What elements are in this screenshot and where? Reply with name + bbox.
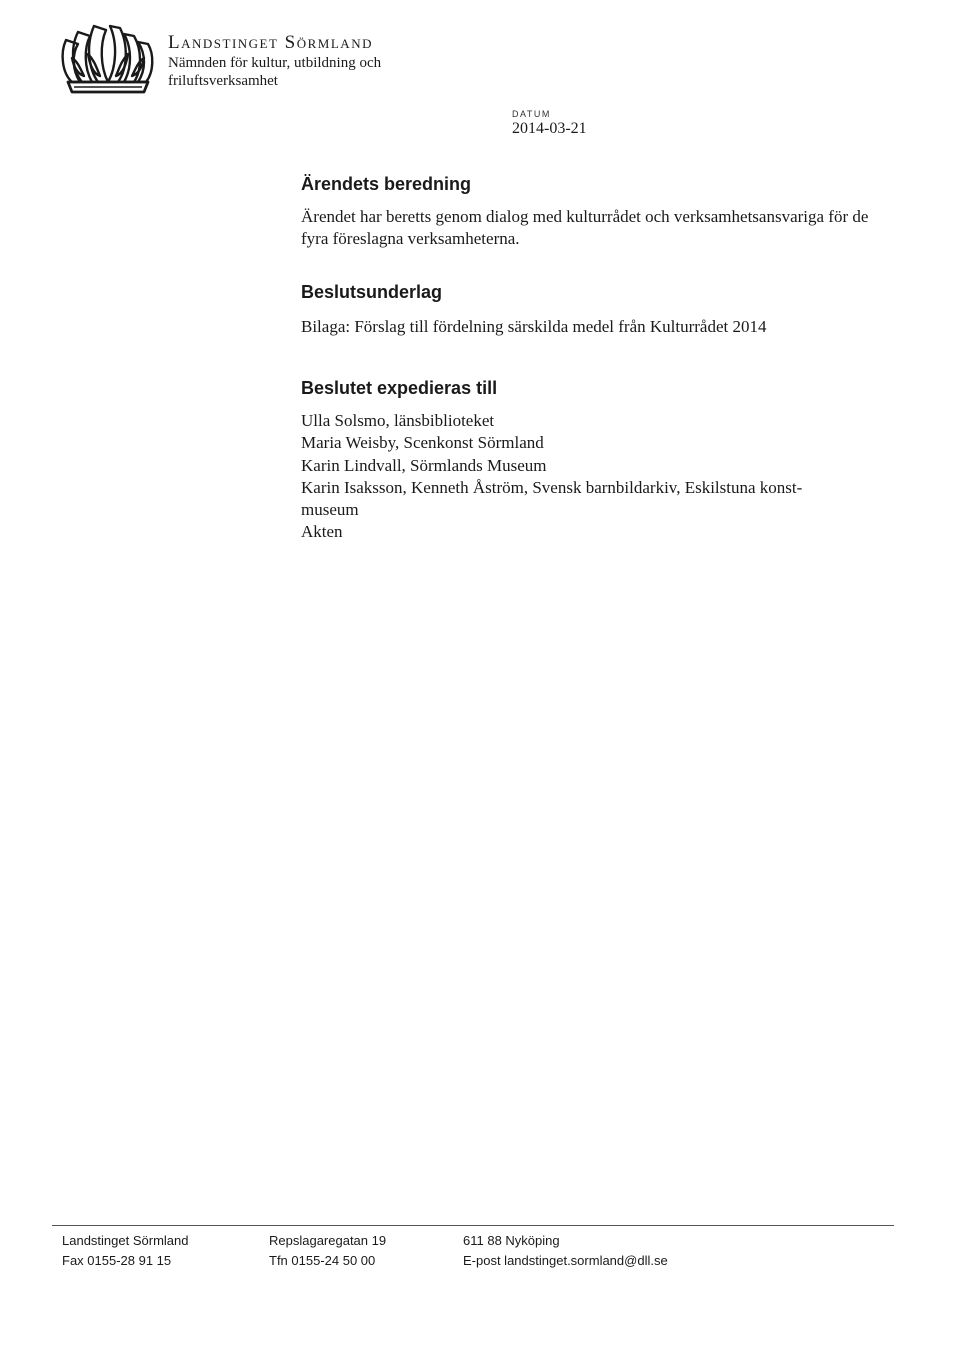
section-beredning	[301, 172, 881, 250]
section-heading-beslutsunderlag: Beslutsunderlag	[301, 282, 443, 302]
footer-phone: Tfn 0155-24 50 00	[269, 1253, 376, 1268]
footer-organization: Landstinget Sörmland	[62, 1233, 189, 1248]
footer-divider	[52, 1225, 894, 1226]
recipient-line: Akten	[301, 522, 343, 542]
section-heading-expedieras: Beslutet expedieras till	[301, 378, 498, 398]
recipient-line: Karin Lindvall, Sörmlands Museum	[301, 455, 547, 475]
organization-header	[168, 32, 418, 90]
footer-street: Repslagaregatan 19	[269, 1233, 387, 1248]
section-expedieras	[301, 376, 881, 544]
document-body	[301, 172, 881, 544]
organization-subtitle: Nämnden för kultur, utbildning och friluftsverksamhet	[168, 55, 382, 89]
beslutsunderlag-text: Bilaga: Förslag till fördelning särskilda medel från Kulturrådet 2014	[301, 317, 767, 336]
date-label: DATUM	[512, 109, 551, 119]
recipient-line: Maria Weisby, Scenkonst Sörmland	[301, 433, 544, 453]
footer-email: E-post landstinget.sormland@dll.se	[463, 1253, 668, 1268]
recipient-line: Karin Isaksson, Kenneth Åström, Svensk barnbildarkiv, Eskilstuna konst-	[301, 477, 803, 497]
crown-logo-icon	[58, 18, 158, 98]
date-value: 2014-03-21	[512, 120, 587, 137]
footer-postal: 611 88 Nyköping	[463, 1233, 560, 1248]
recipient-line: Ulla Solsmo, länsbiblioteket	[301, 411, 495, 430]
section-beslutsunderlag	[301, 280, 881, 338]
organization-name: Landstinget Sörmland	[168, 32, 373, 53]
section-heading-beredning: Ärendets beredning	[301, 174, 472, 194]
footer-fax: Fax 0155-28 91 15	[62, 1253, 172, 1268]
recipient-line: museum	[301, 500, 359, 520]
beredning-text: Ärendet har beretts genom dialog med kulturrådet och verksamhetsansvariga för de fyra föreslagna verksamheterna.	[301, 207, 869, 248]
